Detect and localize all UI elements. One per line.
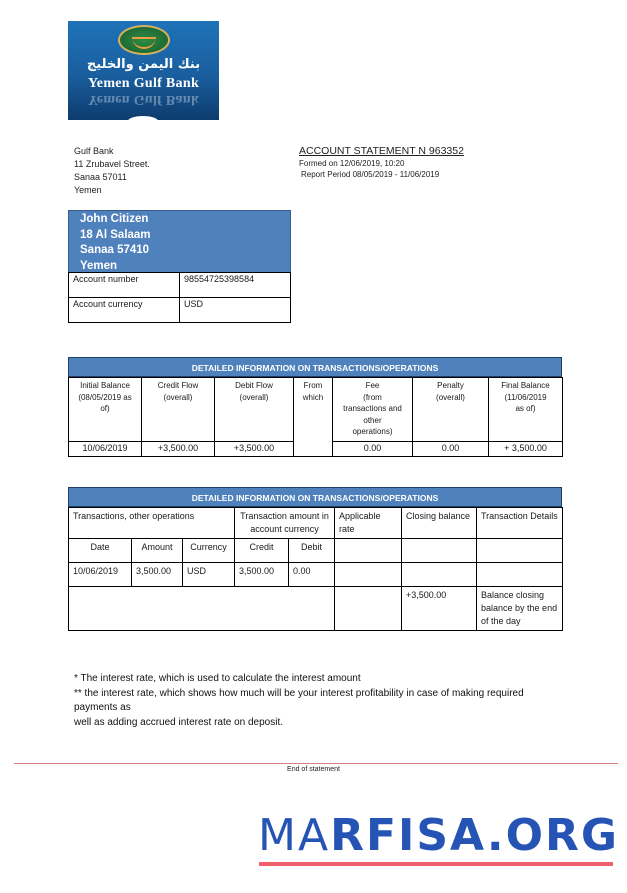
statement-title: ACCOUNT STATEMENT N 963352	[299, 145, 464, 157]
logo-reflection: Yemen Gulf Bank	[87, 92, 200, 107]
footnote-3: well as adding accrued interest rate on deposit.	[74, 716, 284, 728]
header-closing-balance: Closing balance	[402, 508, 477, 539]
closing-balance-value: +3,500.00	[402, 587, 477, 631]
empty-cell	[335, 587, 402, 631]
header-line: transactions and	[343, 404, 402, 413]
bank-logo	[68, 21, 219, 120]
account-currency-label: Account currency	[69, 298, 180, 323]
statement-formed-on: Formed on 12/06/2019, 10:20	[299, 159, 405, 168]
logo-decoration	[128, 116, 158, 120]
bank-emblem-icon	[118, 25, 170, 55]
header-applicable-rate: Applicable rate	[335, 508, 402, 539]
footnotes	[74, 672, 554, 730]
account-number-label: Account number	[69, 273, 180, 298]
logo-arabic-name: بنك اليمن والخليج	[86, 57, 201, 72]
watermark-bold: RFISA.ORG	[330, 810, 620, 861]
header-line: Penalty	[437, 381, 464, 390]
credit-flow-value: +3,500.00	[142, 442, 215, 457]
statement-header	[299, 145, 464, 180]
summary-table	[68, 357, 562, 457]
table-row	[69, 563, 563, 587]
header-amount: Amount	[132, 539, 183, 563]
debit-flow-value: +3,500.00	[215, 442, 294, 457]
customer-country: Yemen	[80, 259, 118, 272]
header-transactions: Transactions, other operations	[69, 508, 235, 539]
customer-name: John Citizen	[80, 213, 149, 225]
header-line: which	[302, 392, 324, 402]
bank-address	[74, 145, 150, 197]
summary-header-row	[69, 378, 563, 442]
watermark-underline	[259, 862, 613, 866]
header-amount-in-currency: Transaction amount in account currency	[235, 508, 335, 539]
header-line: (overall)	[239, 392, 269, 402]
detail-grid	[68, 507, 563, 631]
empty-cell	[335, 539, 402, 563]
footnote-2: ** the interest rate, which shows how much will be your interest profitability in case of making required payments as	[74, 687, 524, 713]
end-divider	[14, 763, 618, 764]
account-info-table	[68, 272, 291, 323]
customer-street: 18 Al Salaam	[80, 228, 151, 241]
bank-address-line: 11 Zrubavel Street.	[74, 159, 150, 169]
row-amount: 3,500.00	[132, 563, 183, 587]
account-number-value: 98554725398584	[180, 273, 291, 298]
detail-sub-header-row	[69, 539, 563, 563]
row-rate	[335, 563, 402, 587]
bank-address-line: Yemen	[74, 185, 102, 195]
row-currency: USD	[183, 563, 235, 587]
header-currency: Currency	[183, 539, 235, 563]
header-transaction-details: Transaction Details	[477, 508, 563, 539]
row-date: 10/06/2019	[69, 563, 132, 587]
closing-balance-row	[69, 587, 563, 631]
detail-table	[68, 487, 562, 631]
account-currency-row	[69, 298, 291, 323]
header-final-balance	[489, 378, 563, 442]
header-line: other	[363, 415, 382, 425]
watermark-light: MA	[258, 810, 331, 861]
end-of-statement: End of statement	[287, 766, 340, 773]
final-balance-value: + 3,500.00	[489, 442, 563, 457]
header-penalty	[413, 378, 489, 442]
account-currency-value: USD	[180, 298, 291, 323]
header-line: Debit Flow	[235, 381, 273, 390]
footnote-1: * The interest rate, which is used to calculate the interest amount	[74, 673, 361, 684]
customer-city: Sanaa 57410	[80, 244, 150, 256]
summary-grid	[68, 377, 563, 457]
header-line: (overall)	[436, 392, 465, 402]
customer-info	[68, 210, 291, 323]
initial-balance-value: 10/06/2019	[69, 442, 142, 457]
header-initial-balance	[69, 378, 142, 442]
header-line: (08/05/2019 as	[78, 392, 132, 402]
penalty-value: 0.00	[413, 442, 489, 457]
logo-english-name: Yemen Gulf Bank	[87, 76, 200, 91]
detail-table-title: DETAILED INFORMATION ON TRANSACTIONS/OPERATIONS	[68, 487, 562, 507]
header-line: as of)	[515, 404, 536, 413]
header-line: From	[303, 381, 323, 390]
header-line: Final Balance	[501, 381, 550, 390]
bank-address-line: Gulf Bank	[74, 146, 114, 156]
fee-value: 0.00	[333, 442, 413, 457]
empty-cell	[477, 539, 563, 563]
row-closing	[402, 563, 477, 587]
header-line: operations)	[352, 427, 393, 436]
header-line: Fee	[365, 381, 380, 390]
row-debit: 0.00	[289, 563, 335, 587]
summary-table-title: DETAILED INFORMATION ON TRANSACTIONS/OPERATIONS	[68, 357, 562, 377]
header-debit: Debit	[289, 539, 335, 563]
header-line: (from	[363, 392, 382, 402]
header-debit-flow	[215, 378, 294, 442]
header-fee	[333, 378, 413, 442]
empty-cell	[69, 587, 335, 631]
statement-report-period: Report Period 08/05/2019 - 11/06/2019	[301, 170, 440, 179]
header-line: of)	[100, 404, 110, 413]
header-line: (overall)	[163, 392, 193, 402]
header-line: (11/06/2019	[504, 392, 547, 402]
header-credit-flow	[142, 378, 215, 442]
header-credit: Credit	[235, 539, 289, 563]
row-details	[477, 563, 563, 587]
detail-group-header-row	[69, 508, 563, 539]
customer-address-block	[68, 210, 291, 272]
header-from-which	[294, 378, 333, 457]
header-line: Credit Flow	[157, 381, 199, 390]
header-line: Initial Balance	[80, 381, 130, 390]
bank-address-line: Sanaa 57011	[74, 172, 127, 182]
account-number-row	[69, 273, 291, 298]
watermark-logo	[258, 812, 619, 860]
closing-balance-details: Balance closing balance by the end of the day	[477, 587, 563, 631]
row-credit: 3,500.00	[235, 563, 289, 587]
empty-cell	[402, 539, 477, 563]
header-date: Date	[69, 539, 132, 563]
